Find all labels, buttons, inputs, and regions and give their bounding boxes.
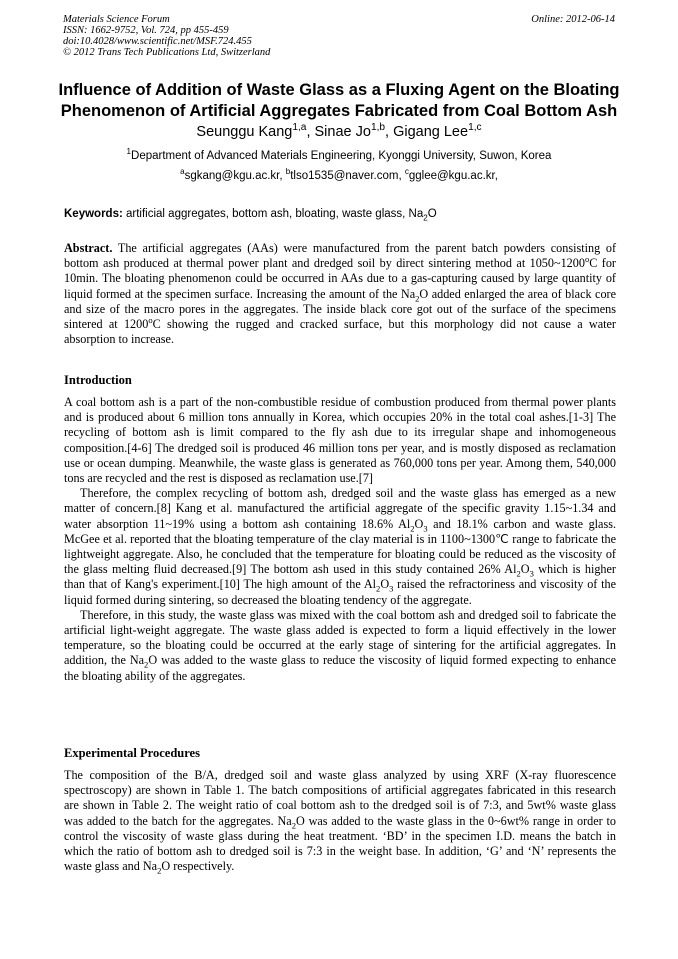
email-mark: b (285, 167, 291, 177)
keywords-label: Keywords: (64, 208, 123, 220)
author-affil-mark: 1,c (468, 122, 482, 134)
affiliation (40, 149, 638, 164)
journal-name: Materials Science Forum (63, 14, 170, 25)
text: O (520, 562, 530, 577)
email-link[interactable]: gglee@kgu.ac.kr, (408, 170, 498, 182)
experimental-paragraph (64, 768, 616, 874)
text: O respectively. (161, 859, 235, 874)
text: which is higher than that of Kang's experiment.[10] The high amount of the Al (64, 562, 616, 592)
affiliation-text: Department of Advanced Materials Engineering, Kyonggi University, Suwon, Korea (131, 150, 552, 162)
text: O was added to the waste glass to reduce the viscosity of liquid formed expecting to enhance the bloating ability of the aggregates. (64, 653, 616, 683)
email-mark: a (180, 167, 185, 177)
text: O (414, 516, 424, 531)
subscript: 2 (157, 865, 162, 876)
subscript: 3 (389, 583, 394, 594)
email-link[interactable]: sgkang@kgu.ac.kr, (184, 170, 286, 182)
subscript: 2 (144, 659, 149, 670)
issn: ISSN: 1662-9752, Vol. 724, pp 455-459 (63, 25, 229, 36)
title-line-1: Influence of Addition of Waste Glass as a Fluxing Agent on the Bloating (58, 81, 620, 99)
author-name: Sinae Jo (314, 124, 371, 140)
author-name: Seunggu Kang (196, 124, 293, 140)
experimental-body (64, 768, 616, 874)
subscript: 2 (376, 583, 381, 594)
introduction-heading: Introduction (64, 373, 132, 387)
text: Therefore, in this study, the waste glass was mixed with the coal bottom ash and dredged soil to fabricate the artificial light-weight aggregate. The waste glass added is expected to form a liquid effectively in the lower temperature, so the bloating could be occurred at the early stage of sintering for the artificial aggregates. In addition, the Na (64, 607, 616, 668)
author-name: Gigang Lee (393, 124, 469, 140)
abstract-text: The artificial aggregates (AAs) were manufactured from the parent batch powders consisting of bottom ash produced at thermal power plant and dredged soil by direct sintering method at 1050~1200 (64, 241, 617, 271)
author-emails (40, 169, 638, 184)
subscript: 2 (516, 568, 521, 579)
intro-paragraph-1: A coal bottom ash is a part of the non-combustible residue of combustion produced from thermal power plants and is produced about 6 million tons annually in Korea, which occupies 20% in the total coal ashes.[1-3] The recycling of bottom ash is limit compared to the fly ash due to its irregular shape and inhomogeneous composition.[4-6] The dredged soil is produced 46 million tons per year, and is mostly disposed as reclamation use or ocean dumping. Meanwhile, the waste glass is generated as 760,000 tons per year. Among them, 540,000 tons are recycled and the rest is disposed as reclamation use.[7] (64, 395, 616, 486)
abstract-text: C showing the rugged and cracked surface, but this morphology did not cause a water absorption to increase. (64, 317, 616, 347)
intro-paragraph-3 (64, 608, 616, 684)
text: and 18.1% carbon and waste glass. McGee et al. reported that the bloating temperature of the clay material is in 1100~1300℃ range to fabricate the lightweight aggregate. Also, he concluded that the temperature for bloating could be reduced as the viscosity of the glass melting fluid decreased.[9] The bottom ash used in this study contained 26% Al (64, 516, 616, 577)
subscript: 2 (423, 213, 428, 223)
text: Therefore, the complex recycling of bottom ash, dredged soil and the waste glass has emerged as a new matter of concern.[8] Kang et al. manufactured the artificial aggregate of the specific gravity 1.15~1.34 and water absorption 11~19% using a bottom ash containing 18.6% Al (64, 486, 616, 531)
experimental-heading: Experimental Procedures (64, 746, 200, 760)
affiliation-mark: 1 (126, 147, 132, 157)
copyright: © 2012 Trans Tech Publications Ltd, Switzerland (63, 47, 271, 58)
email-mark: c (404, 167, 409, 177)
email-link[interactable]: tlso1535@naver.com, (290, 170, 405, 182)
text: O was added to the waste glass in the 0~6wt% range in order to control the viscosity of waste glass during the heat treatment. ‘BD’ in the specimen I.D. means the batch in which the ratio of bottom ash to dredged soil is 7:3 in the weight base. In addition, ‘G’ and ‘N’ represents the waste glass and Na (64, 813, 617, 874)
subscript: 3 (529, 568, 534, 579)
title-line-2: Phenomenon of Artificial Aggregates Fabricated from Coal Bottom Ash (60, 102, 618, 120)
abstract-text: O added enlarged the area of black core and size of the macro pores in the aggregates. The inside black core got out of the surface of the specimens sintered at 1200 (64, 286, 617, 332)
abstract-text: C for 10min. The bloating phenomenon could be occurred in AAs due to a gas-capturing caused by large quantity of liquid formed at the specimen surface. Increasing the amount of the Na (64, 256, 616, 301)
online-date: Online: 2012-06-14 (531, 14, 615, 25)
author-affil-mark: 1,b (370, 122, 386, 134)
abstract-label: Abstract. (64, 241, 113, 255)
text: O (380, 577, 390, 592)
text: The composition of the B/A, dredged soil and waste glass analyzed by using XRF (X-ray fluorescence spectroscopy) are shown in Table 1. The batch compositions of artificial aggregates fabricated in this research are shown in Table 2. The weight ratio of coal bottom ash to the dredged soil is of 7:3, and 5wt% waste glass was added to the batch for the aggregates. Na (64, 768, 616, 828)
introduction-body (64, 395, 616, 684)
keywords-text-end: O (427, 208, 437, 220)
subscript: 2 (415, 293, 420, 304)
superscript: o (584, 254, 590, 265)
subscript: 3 (423, 523, 428, 534)
author-affil-mark: 1,a (292, 122, 307, 134)
intro-paragraph-2 (64, 486, 616, 608)
keywords (64, 207, 616, 222)
paper-title (40, 80, 638, 122)
abstract-paragraph (64, 241, 616, 347)
subscript: 2 (410, 523, 415, 534)
superscript: o (148, 314, 153, 325)
keywords-text: artificial aggregates, bottom ash, bloating, waste glass, Na (126, 208, 424, 220)
doi: doi:10.4028/www.scientific.net/MSF.724.455 (63, 36, 252, 47)
abstract (64, 241, 616, 347)
author-list: Seunggu Kang$^{1,a}$, Sinae Jo$^{1,b}$, Gigang Lee$^{1,c}$ (196, 122, 482, 140)
journal-header (63, 14, 615, 58)
text: raised the refractoriness and viscosity of the liquid formed during sintering, so decreased the bloating tendency of the aggregate. (64, 577, 616, 607)
subscript: 2 (291, 820, 296, 831)
